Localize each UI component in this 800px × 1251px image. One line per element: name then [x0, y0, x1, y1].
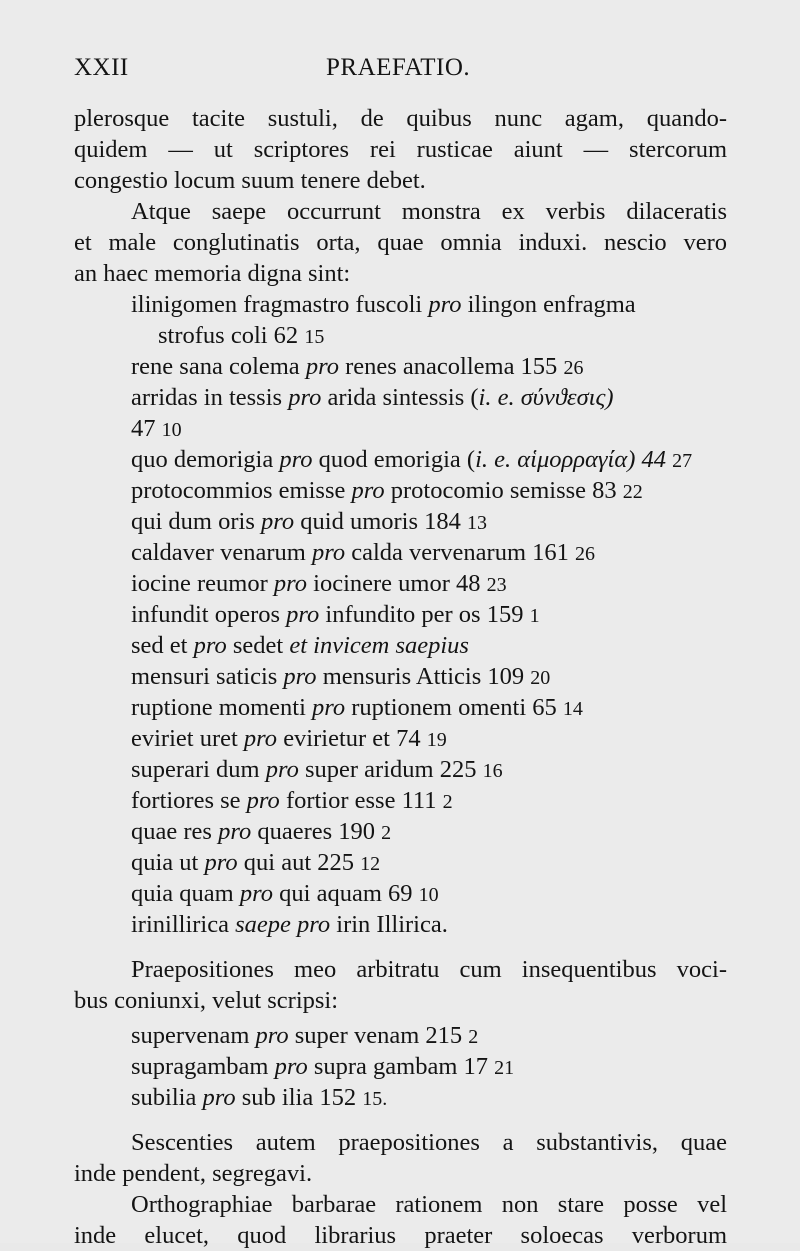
list-item: superari dum pro super aridum 225 16	[131, 756, 503, 783]
text-line: Sescenties autem praepositiones a substantivis, quae	[131, 1129, 727, 1156]
list-item: sed et pro sedet et invicem saepius	[131, 632, 469, 659]
list-item: 47 10	[131, 415, 182, 442]
list-item: ruptione momenti pro ruptionem omenti 65 14	[131, 694, 583, 721]
list-item: quae res pro quaeres 190 2	[131, 818, 392, 845]
running-title: PRAEFATIO.	[326, 54, 471, 81]
text-line: quidem — ut scriptores rei rusticae aiunt — stercorum	[74, 136, 727, 163]
list-item: eviriet uret pro evirietur et 74 19	[131, 725, 447, 752]
list-item: iocine reumor pro iocinere umor 48 23	[131, 570, 507, 597]
running-header	[74, 54, 724, 90]
list-item: strofus coli 62 15	[158, 322, 325, 349]
list-item: arridas in tessis pro arida sintessis (i. e. σύνϑεσις)	[131, 384, 614, 411]
list-item: rene sana colema pro renes anacollema 155 26	[131, 353, 584, 380]
list-item: mensuri saticis pro mensuris Atticis 109 20	[131, 663, 551, 690]
list-item: supervenam pro super venam 215 2	[131, 1022, 479, 1049]
list-item: infundit operos pro infundito per os 159 1	[131, 601, 540, 628]
list-item: fortiores se pro fortior esse 111 2	[131, 787, 453, 814]
list-item: quo demorigia pro quod emorigia (i. e. αἱμορραγία) 44 27	[131, 446, 693, 473]
list-item: quia ut pro qui aut 225 12	[131, 849, 381, 876]
list-item: qui dum oris pro quid umoris 184 13	[131, 508, 488, 535]
text-line: et male conglutinatis orta, quae omnia induxi. nescio vero	[74, 229, 727, 256]
text-line: inde pendent, segregavi.	[74, 1160, 313, 1187]
text-line: Orthographiae barbarae rationem non stare posse vel	[131, 1191, 727, 1218]
list-item: caldaver venarum pro calda vervenarum 161 26	[131, 539, 596, 566]
text-line: Atque saepe occurrunt monstra ex verbis dilaceratis	[131, 198, 727, 225]
text-line: an haec memoria digna sint:	[74, 260, 351, 287]
text-line: bus coniunxi, velut scripsi:	[74, 987, 339, 1014]
list-item: supragambam pro supra gambam 17 21	[131, 1053, 515, 1080]
list-item: subilia pro sub ilia 152 15.	[131, 1084, 388, 1111]
text-line: plerosque tacite sustuli, de quibus nunc agam, quando-	[74, 105, 727, 132]
text-line: inde elucet, quod librarius praeter soloecas verborum	[74, 1222, 727, 1249]
text-line: Praepositiones meo arbitratu cum insequentibus voci-	[131, 956, 727, 983]
list-item: irinillirica saepe pro irin Illirica.	[131, 911, 448, 938]
text-line: congestio locum suum tenere debet.	[74, 167, 426, 194]
list-item: quia quam pro qui aquam 69 10	[131, 880, 439, 907]
list-item: protocommios emisse pro protocomio semisse 83 22	[131, 477, 643, 504]
page-number: XXII	[74, 54, 129, 81]
list-item: ilinigomen fragmastro fuscoli pro ilingon enfragma	[131, 291, 636, 318]
body-text	[74, 103, 727, 1251]
